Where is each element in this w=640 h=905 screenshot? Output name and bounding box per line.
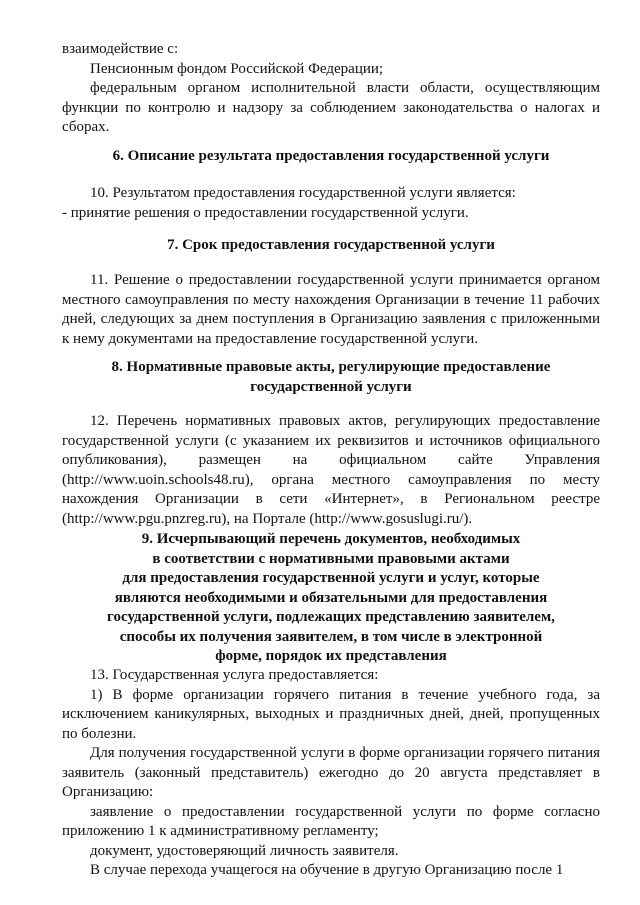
paragraph: 11. Решение о предоставлении государственной услуги принимается органом местного самоуправления по месту нахождения Организации в течение 11 рабочих дней, следующих за днем поступления в Организацию заявления с приложенными к нему документами на предоставление государственной услуги. <box>62 272 600 347</box>
section-8-heading <box>62 358 600 397</box>
heading-line: для предоставления государственной услуги и услуг, которые <box>122 570 540 586</box>
paragraph: заявление о предоставлении государственной услуги по форме согласно приложению 1 к административному регламенту; <box>62 803 600 839</box>
paragraph: документ, удостоверяющий личность заявителя. <box>90 842 399 859</box>
section-8-body <box>62 412 600 529</box>
paragraph: - принятие решения о предоставлении государственной услуги. <box>62 204 469 221</box>
heading-line: государственной услуги, подлежащих представлению заявителем, <box>107 609 555 625</box>
heading-line: в соответствии с нормативными правовыми актами <box>152 550 510 567</box>
paragraph: 13. Государственная услуга предоставляется: <box>90 667 379 683</box>
paragraph: Для получения государственной услуги в форме организации горячего питания заявитель (законный представитель) ежегодно до 20 августа представляет в Организацию: <box>62 745 600 800</box>
paragraph: 12. Перечень нормативных правовых актов, регулирующих предоставление государственной услуги (с указанием их реквизитов и источников официального опубликования), размещен на официальном сайте Управления (http://www.uoin.schools48.ru), органа местного самоуправления по месту нахождения Организации в сети «Интернет», в Региональном реестре (http://www.pgu.pnzreg.ru), на Портале (http://www.gosuslugi.ru/). <box>62 413 600 527</box>
heading-line: форме, порядок их представления <box>215 648 447 664</box>
heading-line: государственной услуги <box>250 378 412 395</box>
section-9-body <box>62 666 600 881</box>
section-7-heading: 7. Срок предоставления государственной услуги <box>167 237 495 253</box>
paragraph: федеральным органом исполнительной власти области, осуществляющим функции по контролю и надзору за соблюдением законодательства о налогах и сборах. <box>62 80 600 135</box>
section-6-body <box>62 184 600 223</box>
heading-line: являются необходимыми и обязательными для предоставления <box>114 589 548 606</box>
paragraph: Пенсионным фондом Российской Федерации; <box>90 60 384 77</box>
paragraph: взаимодействие с: <box>62 41 179 57</box>
section-6-heading: 6. Описание результата предоставления государственной услуги <box>112 148 550 164</box>
paragraph: 1) В форме организации горячего питания в течение учебного года, за исключением каникулярных, выходных и праздничных дней, дней, пропущенных по болезни. <box>62 686 600 742</box>
heading-line: способы их получения заявителем, в том числе в электронной <box>119 628 543 645</box>
paragraph: 10. Результатом предоставления государственной услуги является: <box>90 185 516 201</box>
section-7-body <box>62 271 600 349</box>
heading-line: 9. Исчерпывающий перечень документов, необходимых <box>141 531 521 547</box>
section-9-heading <box>62 530 600 667</box>
heading-line: 8. Нормативные правовые акты, регулирующие предоставление <box>111 359 551 375</box>
paragraph: В случае перехода учащегося на обучение в другую Организацию после 1 <box>90 862 564 878</box>
intro-block <box>62 40 600 138</box>
